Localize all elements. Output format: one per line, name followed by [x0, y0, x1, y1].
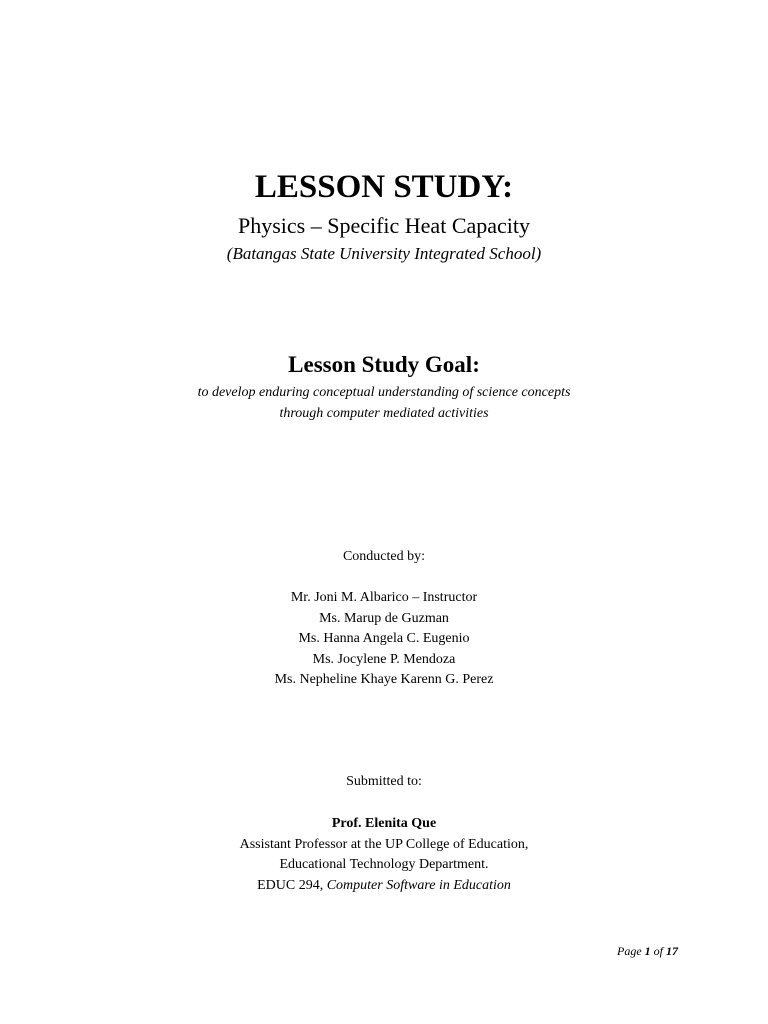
member-name: Ms. Jocylene P. Mendoza: [312, 651, 456, 667]
page-number-footer: [617, 943, 678, 959]
submitted-to-label: Submitted to:: [346, 774, 422, 789]
total-pages: 17: [666, 944, 678, 958]
goal-text-line: to develop enduring conceptual understanding of science concepts: [197, 385, 571, 400]
professor-position: Assistant Professor at the UP College of Education,: [239, 836, 529, 852]
of-label: of: [653, 944, 663, 958]
school-name: (Batangas State University Integrated School): [226, 244, 542, 263]
goal-text: [0, 382, 768, 424]
professor-name: Prof. Elenita Que: [331, 816, 437, 831]
member-list: [0, 588, 768, 691]
professor-block: [0, 814, 768, 896]
document-subtitle: Physics – Specific Heat Capacity: [237, 213, 531, 238]
member-name: Ms. Nepheline Khaye Karenn G. Perez: [274, 672, 494, 687]
conducted-by-label: Conducted by:: [342, 549, 426, 564]
member-name: Ms. Hanna Angela C. Eugenio: [298, 631, 470, 646]
course-title: Computer Software in Education: [326, 877, 511, 893]
goal-text-line: through computer mediated activities: [279, 406, 489, 421]
course-code: EDUC 294,: [257, 877, 324, 893]
professor-department: Educational Technology Department.: [279, 857, 489, 872]
member-name: Mr. Joni M. Albarico – Instructor: [290, 590, 478, 605]
current-page-number: 1: [644, 944, 651, 958]
document-title: LESSON STUDY:: [254, 169, 514, 205]
goal-heading: Lesson Study Goal:: [288, 352, 480, 377]
course-line: [0, 876, 768, 897]
member-name: Ms. Marup de Guzman: [319, 610, 449, 626]
page-label: Page: [617, 944, 642, 958]
